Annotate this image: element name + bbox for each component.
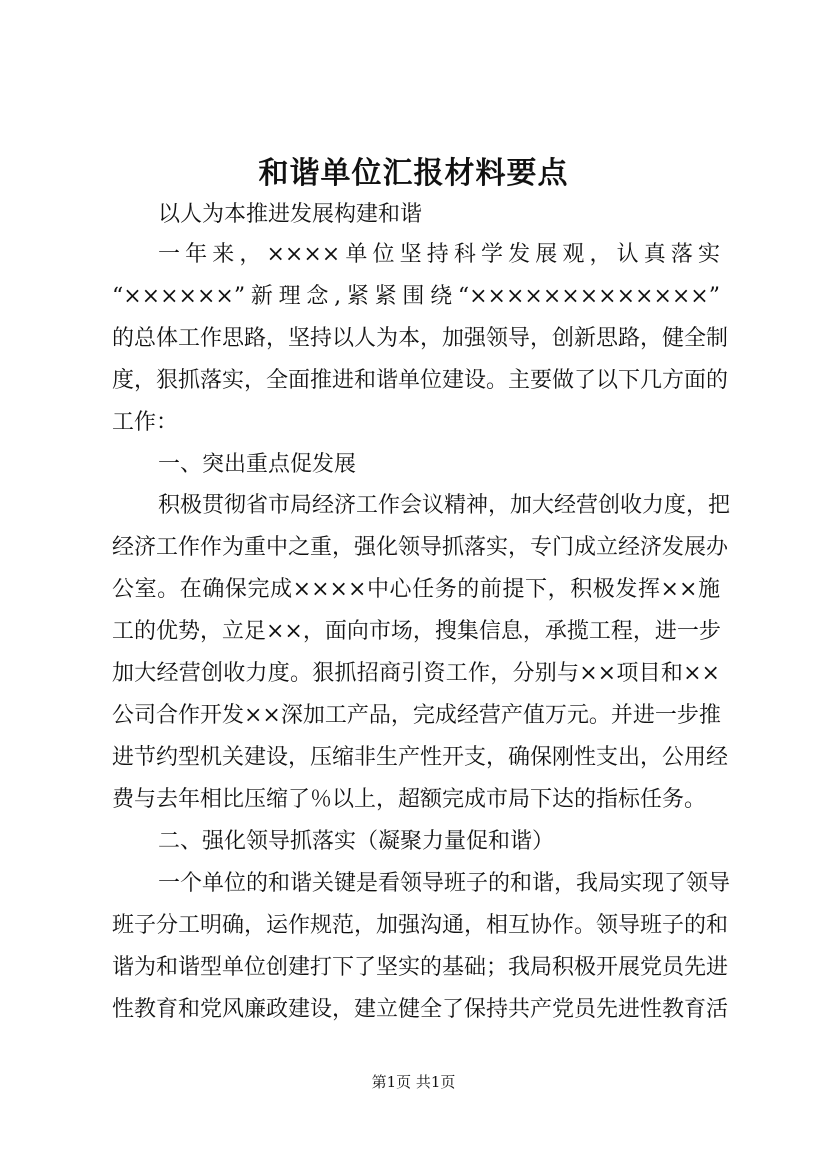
- paragraph-line: 加大经营创收力度。狠抓招商引资工作，分别与××项目和××: [112, 661, 720, 686]
- paragraph-line: “××××××”新理念,紧紧围绕“×××××××××××××”: [112, 284, 720, 309]
- paragraph-line: 公室。在确保完成××××中心任务的前提下，积极发挥××施: [112, 577, 720, 602]
- paragraph-line: 班子分工明确，运作规范，加强沟通，相互协作。领导班子的和: [112, 913, 729, 938]
- document-title: 和谐单位汇报材料要点: [258, 156, 569, 191]
- paragraph-line: 进节约型机关建设，压缩非生产性开支，确保刚性支出，公用经: [112, 745, 729, 770]
- section-heading: 一、突出重点促发展: [158, 452, 357, 477]
- section-heading: 二、强化领导抓落实（凝聚力量促和谐）: [158, 829, 555, 854]
- paragraph-line: 积极贯彻省市局经济工作会议精神，加大经营创收力度，把: [158, 493, 731, 518]
- paragraph-line: 的总体工作思路，坚持以人为本，加强领导，创新思路，健全制: [112, 326, 729, 351]
- paragraph-line: 经济工作作为重中之重，强化领导抓落实，专门成立经济发展办: [112, 535, 729, 560]
- paragraph-line: 公司合作开发××深加工产品，完成经营产值万元。并进一步推: [112, 703, 721, 728]
- paragraph-line: 费与去年相比压缩了％以上，超额完成市局下达的指标任务。: [112, 787, 707, 812]
- paragraph-line: 性教育和党风廉政建设，建立健全了保持共产党员先进性教育活: [112, 997, 729, 1022]
- document-subtitle: 以人为本推进发展构建和谐: [158, 202, 423, 227]
- paragraph-line: 一年来，××××单位坚持科学发展观，认真落实: [158, 242, 720, 267]
- paragraph-line: 一个单位的和谐关键是看领导班子的和谐，我局实现了领导: [158, 871, 731, 896]
- paragraph-line: 工作：: [112, 410, 179, 435]
- page-footer: 第1页 共1页: [371, 1073, 456, 1091]
- paragraph-line: 度，狠抓落实，全面推进和谐单位建设。主要做了以下几方面的: [112, 368, 729, 393]
- paragraph-line: 工的优势，立足××，面向市场，搜集信息，承揽工程，进一步: [112, 619, 721, 644]
- paragraph-line: 谐为和谐型单位创建打下了坚实的基础；我局积极开展党员先进: [112, 955, 729, 980]
